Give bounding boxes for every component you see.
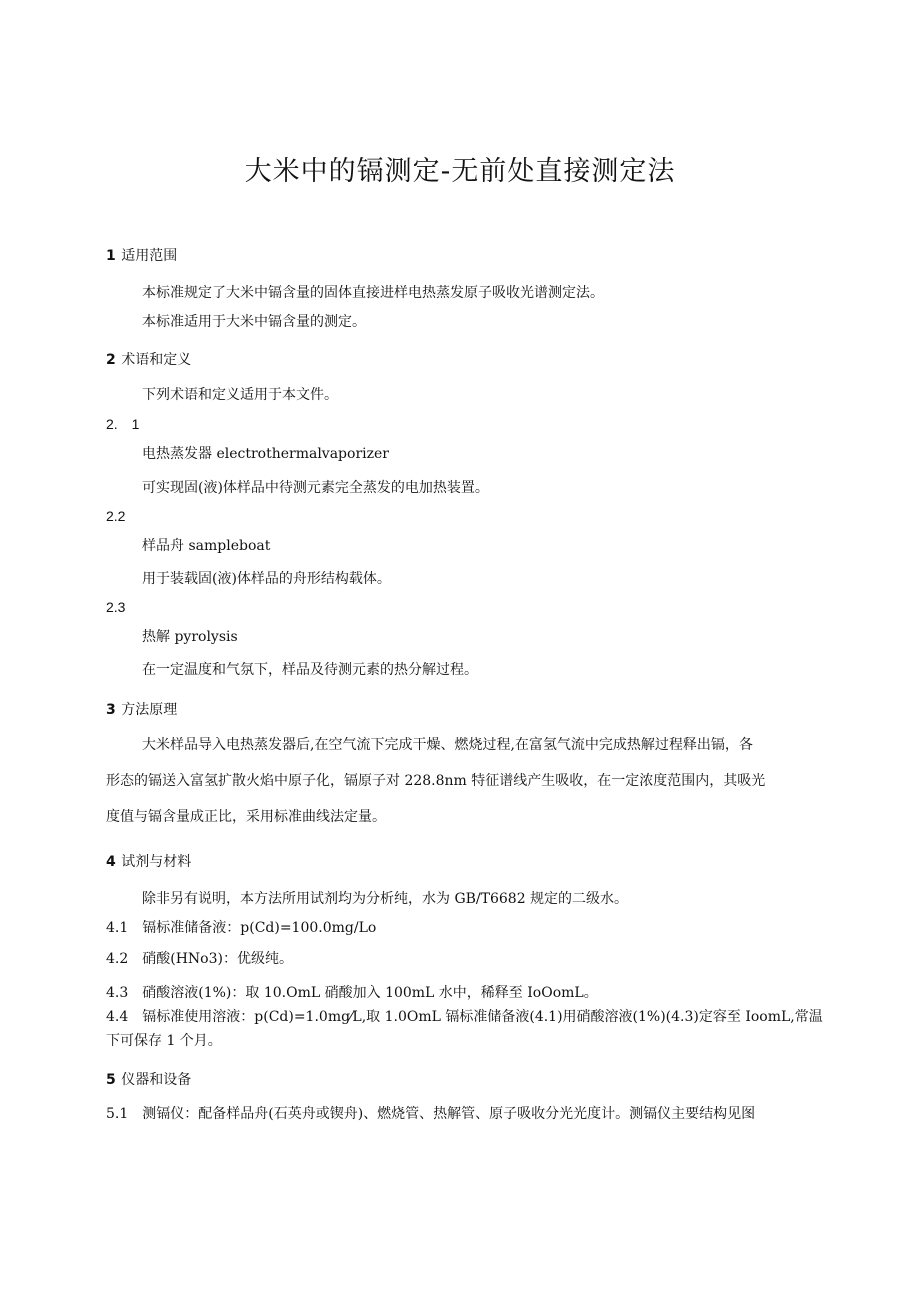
section-4-heading [106,855,191,869]
term-name: 热解 pyrolysis [142,629,238,645]
section-title: 方法原理 [121,702,178,718]
section-title: 试剂与材料 [121,854,192,870]
list-item: 4.4 镉标准使用溶液：p(Cd)=1.0mg⁄L,取 1.0OmL 镉标准储备液(4.1)用硝酸溶液(1%)(4.3)定容至 IoomL,常温 [106,1009,823,1025]
section-title: 仪器和设备 [121,1072,192,1088]
list-item: 4.2 硝酸(HNo3)：优级纯。 [106,951,293,967]
term-number: 2.2 [106,508,126,524]
section-title: 术语和定义 [121,352,192,368]
paragraph: 本标准规定了大米中镉含量的固体直接进样电热蒸发原子吸收光谱测定法。 [142,285,604,301]
section-title: 适用范围 [121,248,178,264]
term-number: 2. 1 [106,416,140,432]
paragraph-line: 大米样品导入电热蒸发器后,在空气流下完成干燥、燃烧过程,在富氢气流中完成热解过程释出镉，各 [142,737,753,753]
section-number: 1 [106,248,116,264]
paragraph-line: 度值与镉含量成正比，采用标准曲线法定量。 [106,809,386,825]
section-number: 2 [106,352,116,368]
section-5-heading [106,1073,191,1087]
section-3-heading [106,703,177,717]
paragraph: 除非另有说明，本方法所用试剂均为分析纯，水为 GB/T6682 规定的二级水。 [142,891,629,907]
section-number: 3 [106,702,116,718]
list-item: 4.3 硝酸溶液(1%)：取 10.OmL 硝酸加入 100mL 水中，稀释至 IoOomL。 [106,985,598,1001]
document-title: 大米中的镉测定-无前处直接测定法 [244,156,676,187]
term-definition: 用于装载固(液)体样品的舟形结构载体。 [142,571,391,587]
list-item-continuation: 下可保存 1 个月。 [106,1033,222,1049]
list-item: 4.1 镉标准储备液：p(Cd)=100.0mg/Lo [106,920,377,936]
term-name: 电热蒸发器 electrothermalvaporizer [142,446,389,462]
section-1-heading [106,249,177,263]
paragraph: 下列术语和定义适用于本文件。 [142,387,338,403]
section-2-heading [106,353,191,367]
term-name: 样品舟 sampleboat [142,538,271,554]
term-number: 2.3 [106,599,126,615]
section-number: 5 [106,1072,116,1088]
term-definition: 可实现固(液)体样品中待测元素完全蒸发的电加热装置。 [142,480,489,496]
paragraph-line: 形态的镉送入富氢扩散火焰中原子化，镉原子对 228.8nm 特征谱线产生吸收，在一定浓度范围内，其吸光 [106,773,766,789]
paragraph: 本标准适用于大米中镉含量的测定。 [142,314,366,330]
section-number: 4 [106,854,116,870]
term-definition: 在一定温度和气氛下，样品及待测元素的热分解过程。 [142,662,478,678]
list-item: 5.1 测镉仪：配备样品舟(石英舟或锲舟)、燃烧管、热解管、原子吸收分光光度计。测镉仪主要结构见图 [106,1106,756,1122]
